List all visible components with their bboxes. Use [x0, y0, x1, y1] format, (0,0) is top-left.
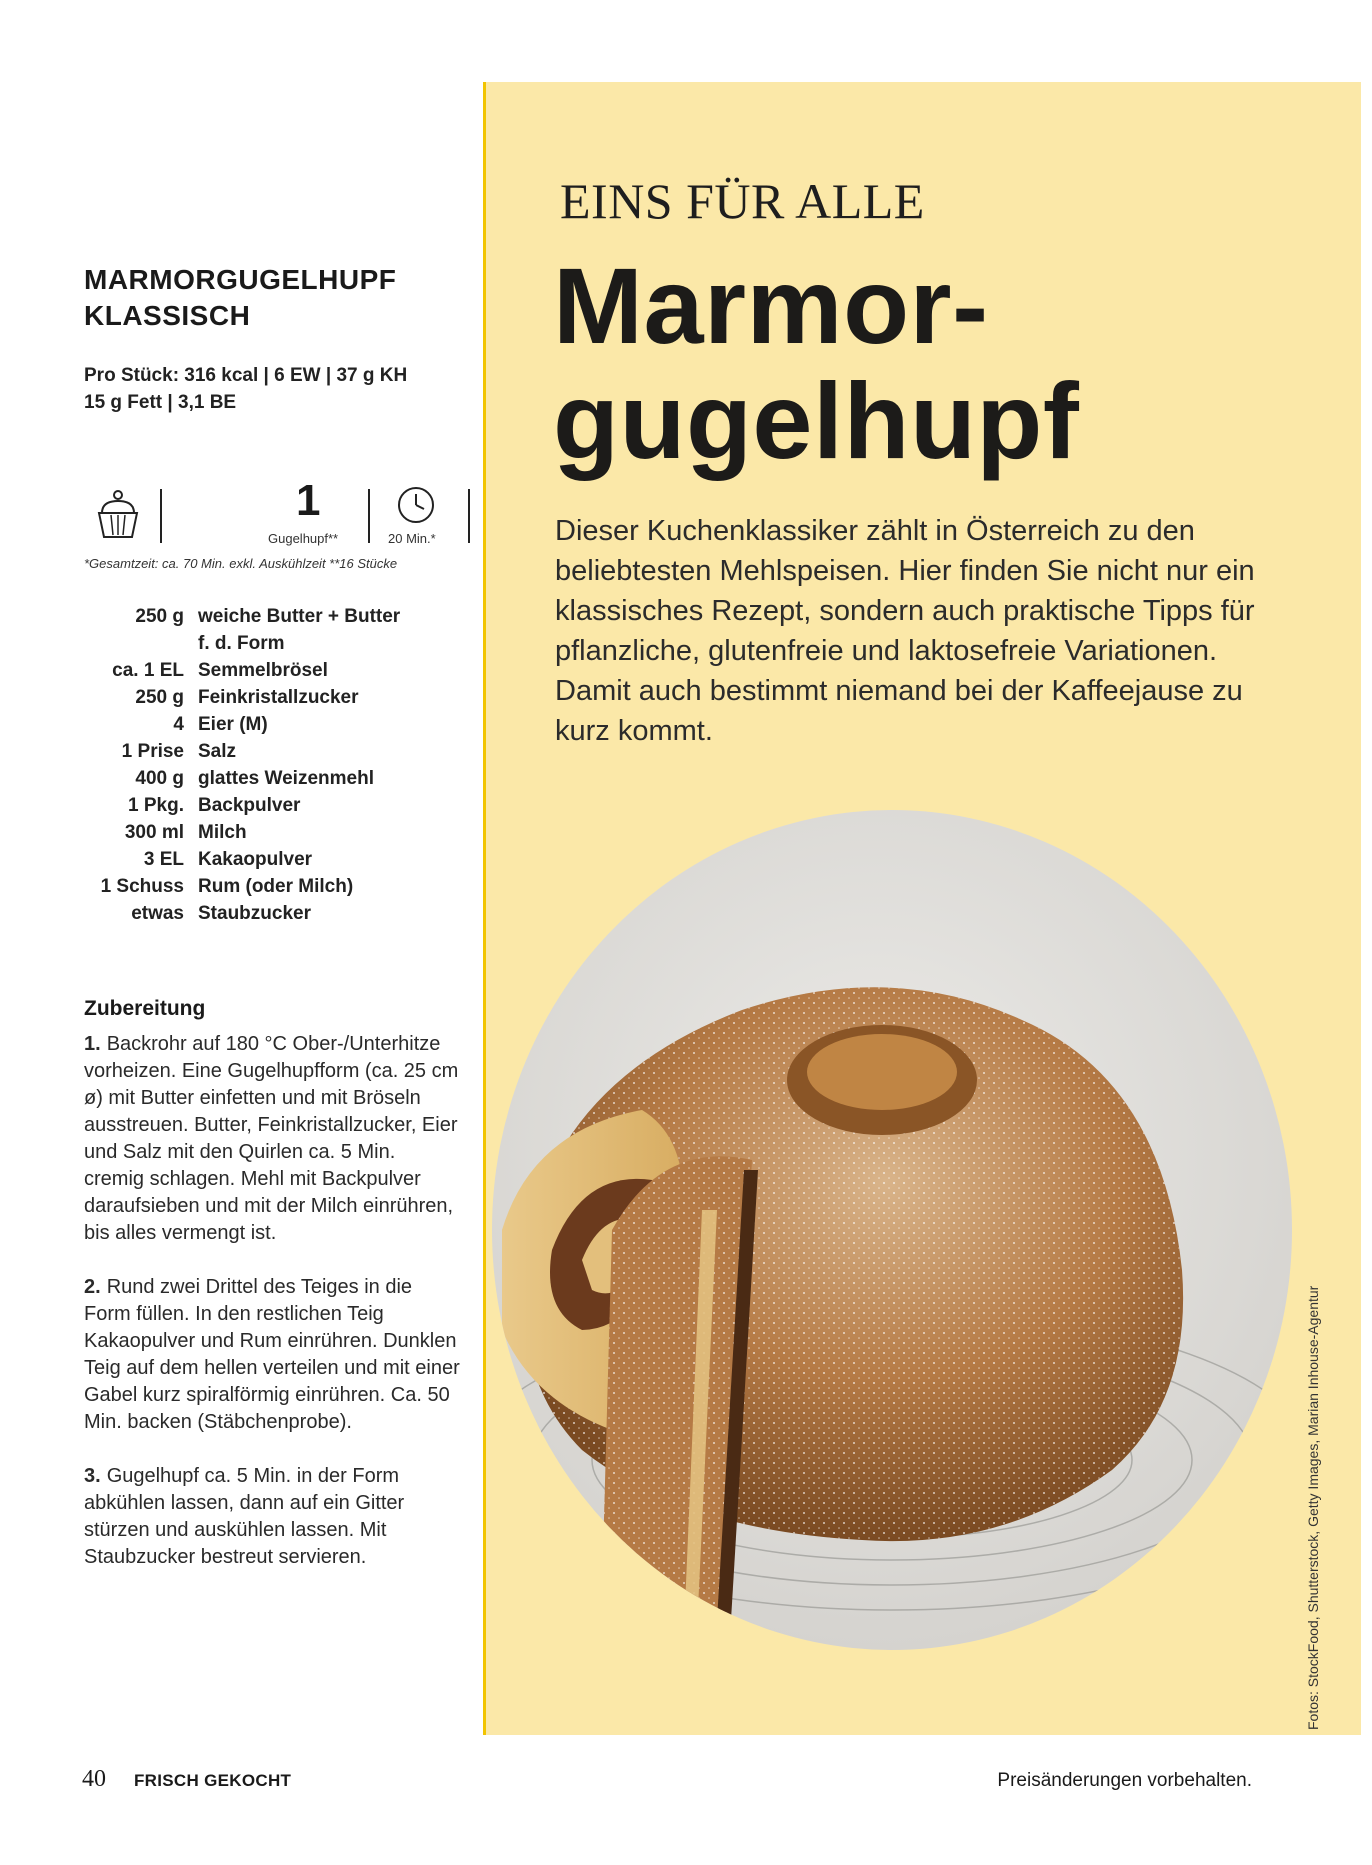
section-kicker: EINS FÜR ALLE — [560, 173, 925, 229]
ingredient-row — [84, 819, 464, 846]
recipe-title-line2: KLASSISCH — [84, 300, 251, 331]
nutrition-info — [84, 362, 484, 416]
ingredient-name: Eier (M) — [198, 714, 268, 735]
recipe-title — [84, 262, 464, 334]
price-note: Preisänderungen vorbehalten. — [997, 1770, 1252, 1791]
ingredient-amount: 250 g — [135, 687, 184, 708]
ingredient-name: Rum (oder Milch) — [198, 876, 354, 897]
preparation-heading: Zubereitung — [84, 997, 206, 1020]
ingredient-row — [84, 711, 464, 738]
ingredient-amount: 1 Pkg. — [128, 795, 184, 816]
recipe-meta-row — [96, 476, 456, 549]
intro-text: Dieser Kuchenklassiker zählt in Österreich zu den beliebtesten Mehlspeisen. Hier finden Sie nicht nur ein klassisches Rezept, sondern auch praktische Tipps für pflanzliche, glutenfreie und laktosefreie Variationen. Damit auch bestimmt niemand bei der Kaffeejause zu kurz kommt. — [555, 515, 1255, 747]
recipe-title-line1: MARMORGUGELHUPF — [84, 264, 397, 295]
step-text: Backrohr auf 180 °C Ober-/Unterhitze vorheizen. Eine Gugelhupfform (ca. 25 cm ø) mit Butter einfetten und mit Bröseln ausstreuen. Butter, Feinkristallzucker, Eier und Salz mit den Quirlen ca. 5 Min. cremig schlagen. Mehl mit Backpulver daraufsieben und mit der Milch einrühren, bis alles vermengt ist. — [84, 1033, 459, 1244]
ingredient-name: f. d. Form — [198, 633, 285, 654]
divider — [160, 489, 162, 543]
ingredient-amount: 400 g — [135, 768, 184, 789]
ingredient-amount: 250 g — [135, 606, 184, 627]
ingredient-name: Milch — [198, 822, 247, 843]
step-number: 3. — [84, 1465, 101, 1487]
ingredient-name: Staubzucker — [198, 903, 311, 924]
yield-label: Gugelhupf** — [268, 531, 339, 546]
ingredient-row — [84, 738, 464, 765]
headline — [553, 245, 1313, 481]
ingredient-amount: 300 ml — [124, 822, 184, 843]
ingredient-amount: 1 Schuss — [100, 876, 184, 897]
time-footnote: *Gesamtzeit: ca. 70 Min. exkl. Auskühlzeit **16 Stücke — [84, 556, 398, 571]
nutrition-line2: 15 g Fett | 3,1 BE — [84, 392, 237, 413]
page-number: 40 — [82, 1766, 106, 1792]
ingredient-row — [84, 630, 464, 657]
ingredient-row — [84, 657, 464, 684]
step-number: 2. — [84, 1276, 101, 1298]
ingredient-amount: ca. 1 EL — [112, 660, 184, 681]
ingredient-name: Kakaopulver — [198, 849, 313, 870]
divider — [368, 489, 370, 543]
yield-count: 1 — [296, 476, 321, 525]
ingredient-name: Salz — [198, 741, 237, 762]
ingredient-amount: 4 — [173, 714, 184, 735]
step-number: 1. — [84, 1033, 101, 1055]
clock-icon — [396, 485, 436, 525]
ingredient-row — [84, 792, 464, 819]
ingredient-name: Backpulver — [198, 795, 301, 816]
preparation-step — [84, 1274, 460, 1436]
ingredient-row — [84, 900, 464, 927]
cupcake-icon — [96, 489, 140, 539]
ingredient-row — [84, 873, 464, 900]
photo-credit: Fotos: StockFood, Shutterstock, Getty Images, Marian Inhouse-Agentur — [1305, 1285, 1321, 1730]
ingredient-name: Semmelbrösel — [198, 660, 328, 681]
headline-line2: gugelhupf — [553, 360, 1080, 481]
ingredient-amount — [84, 630, 184, 657]
ingredient-row — [84, 765, 464, 792]
step-text: Rund zwei Drittel des Teiges in die Form füllen. In den restlichen Teig Kakaopulver und Rum einrühren. Dunklen Teig auf dem hellen verteilen und mit einer Gabel kurz spiralförmig einrühren. Ca. 50 Min. backen (Stäbchenprobe). — [84, 1276, 460, 1433]
ingredient-name: weiche Butter + Butter — [198, 606, 401, 627]
preparation-steps — [84, 1031, 460, 1598]
ingredient-row — [84, 846, 464, 873]
step-text: Gugelhupf ca. 5 Min. in der Form abkühlen lassen, dann auf ein Gitter stürzen und auskühlen lassen. Mit Staubzucker bestreut servieren. — [84, 1465, 405, 1568]
preparation-step — [84, 1031, 460, 1247]
ingredient-row — [84, 603, 464, 630]
cake-photo — [462, 810, 1292, 1670]
magazine-name: FRISCH GEKOCHT — [134, 1771, 292, 1790]
ingredient-amount: 3 EL — [143, 849, 184, 870]
ingredient-amount: etwas — [131, 903, 184, 924]
ingredient-name: glattes Weizenmehl — [198, 768, 374, 789]
time-label: 20 Min.* — [388, 531, 436, 546]
ingredient-row — [84, 684, 464, 711]
preparation-step — [84, 1463, 460, 1571]
ingredient-list — [84, 603, 464, 927]
ingredient-name: Feinkristallzucker — [198, 687, 359, 708]
divider — [468, 489, 470, 543]
nutrition-line1: Pro Stück: 316 kcal | 6 EW | 37 g KH — [84, 365, 408, 386]
headline-line1: Marmor- — [553, 245, 989, 366]
ingredient-amount: 1 Prise — [121, 741, 184, 762]
